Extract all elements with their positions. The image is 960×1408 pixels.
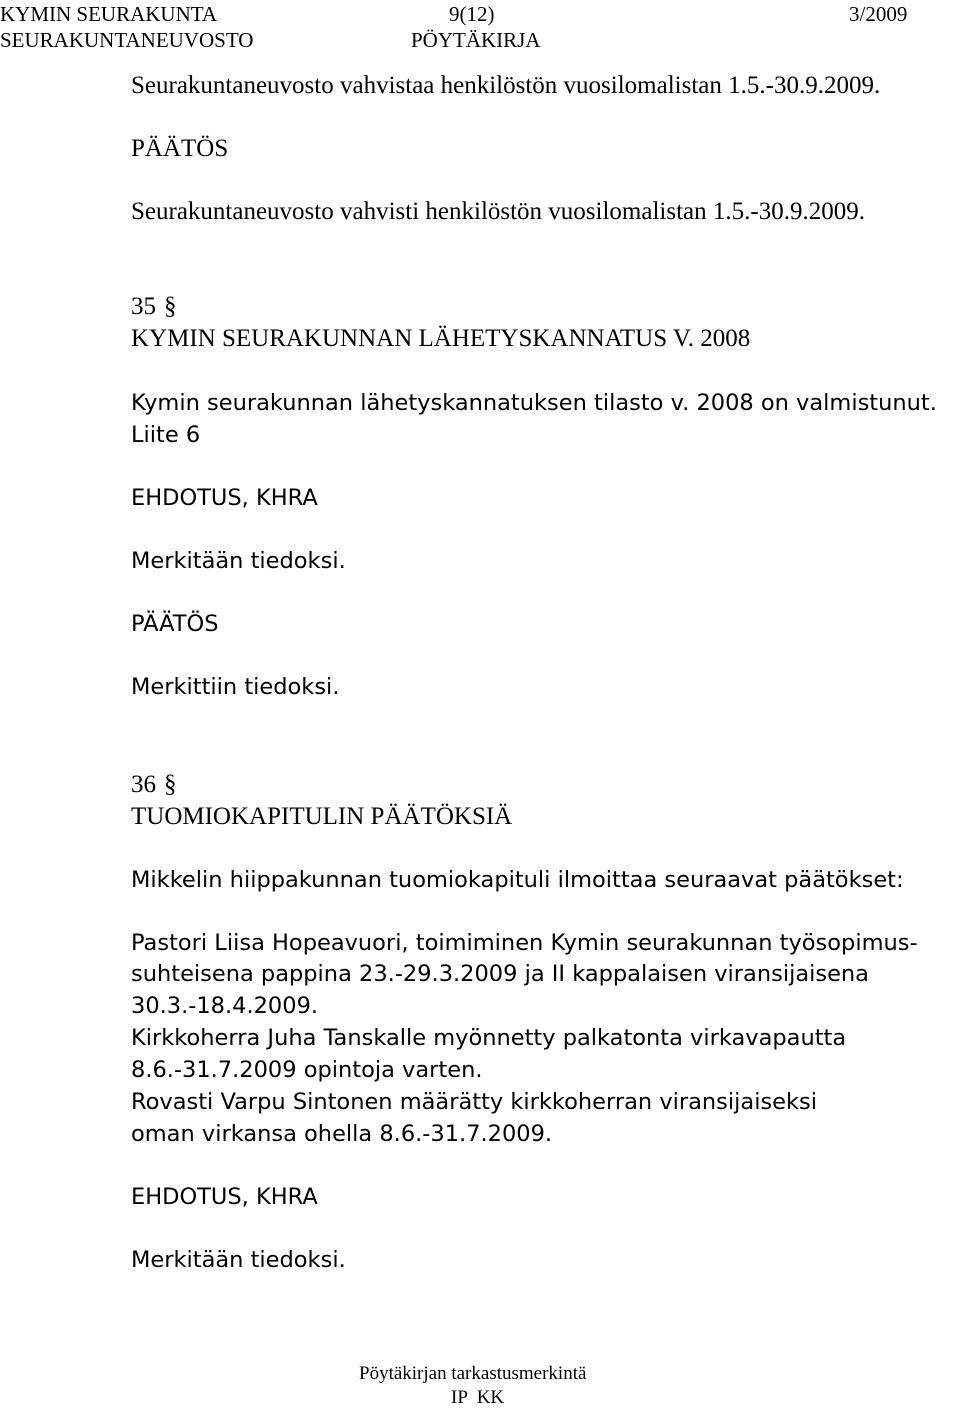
section35-decision-heading: PÄÄTÖS	[131, 611, 219, 637]
document-number: 3/2009	[849, 2, 908, 26]
section35-proposal-heading: EHDOTUS, KHRA	[131, 485, 318, 511]
review-mark-label: Pöytäkirjan tarkastusmerkintä	[359, 1363, 587, 1384]
section35-title: KYMIN SEURAKUNNAN LÄHETYSKANNATUS V. 2008	[131, 325, 751, 352]
section36-line: 30.3.-18.4.2009.	[131, 993, 319, 1019]
reviewer-initials: IP KK	[451, 1387, 505, 1408]
section36-number: 36	[131, 771, 156, 798]
section36-heading-number	[131, 772, 177, 797]
council-name: SEURAKUNTANEUVOSTO	[0, 28, 254, 52]
section36-line: 8.6.-31.7.2009 opintoja varten.	[131, 1057, 483, 1083]
section-sign-icon: §	[164, 771, 177, 798]
page-number: 9(12)	[449, 2, 495, 26]
section36-title: TUOMIOKAPITULIN PÄÄTÖKSIÄ	[131, 803, 513, 830]
section35-decision-text: Merkittiin tiedoksi.	[131, 674, 340, 700]
section34-decision-heading: PÄÄTÖS	[131, 135, 229, 162]
section35-attachment: Liite 6	[131, 422, 201, 448]
section36-proposal-text: Merkitään tiedoksi.	[131, 1247, 346, 1273]
section36-line: Kirkkoherra Juha Tanskalle myönnetty palkatonta virkavapautta	[131, 1025, 847, 1051]
section35-number: 35	[131, 293, 156, 320]
section35-heading-number	[131, 294, 177, 319]
section36-line: Rovasti Varpu Sintonen määrätty kirkkoherran viransijaiseksi	[131, 1089, 818, 1115]
section35-proposal-text: Merkitään tiedoksi.	[131, 548, 346, 574]
section36-line: suhteisena pappina 23.-29.3.2009 ja II kappalaisen viransijaisena	[131, 961, 869, 987]
section-sign-icon: §	[164, 293, 177, 320]
section34-decision-text: Seurakuntaneuvosto vahvisti henkilöstön vuosilomalistan 1.5.-30.9.2009.	[131, 198, 865, 225]
section36-line: Pastori Liisa Hopeavuori, toimiminen Kymin seurakunnan työsopimus-	[131, 930, 918, 956]
section36-line: oman virkansa ohella 8.6.-31.7.2009.	[131, 1121, 553, 1147]
section35-text: Kymin seurakunnan lähetyskannatuksen tilasto v. 2008 on valmistunut.	[131, 390, 937, 416]
document-type: PÖYTÄKIRJA	[411, 28, 541, 52]
section36-proposal-heading: EHDOTUS, KHRA	[131, 1184, 318, 1210]
section36-intro: Mikkelin hiippakunnan tuomiokapituli ilmoittaa seuraavat päätökset:	[131, 867, 904, 893]
section34-proposal-text: Seurakuntaneuvosto vahvistaa henkilöstön vuosilomalistan 1.5.-30.9.2009.	[131, 72, 881, 99]
organization-name: KYMIN SEURAKUNTA	[0, 2, 218, 26]
